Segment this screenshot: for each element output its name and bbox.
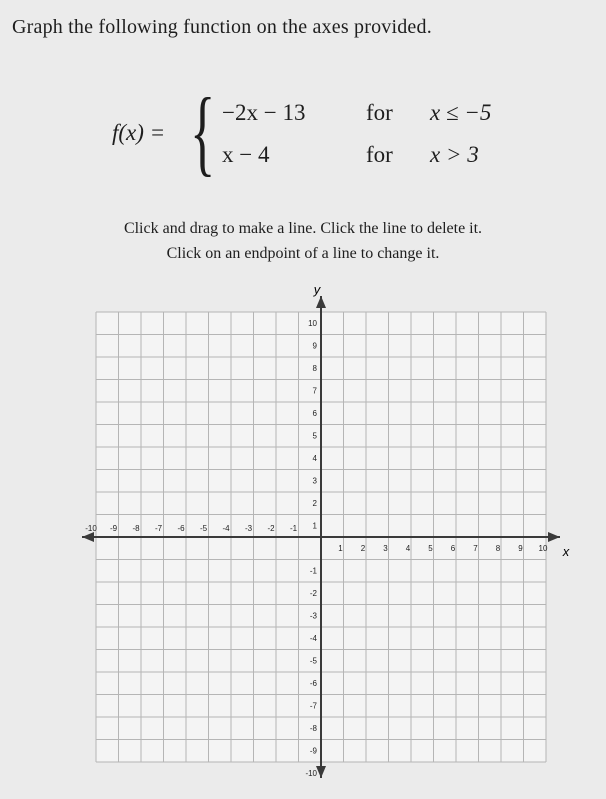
- y-tick-label: 7: [312, 386, 317, 396]
- x-tick-label: -5: [199, 524, 208, 533]
- y-tick-label: -8: [309, 724, 317, 733]
- piece-2-condition: x > 3: [430, 142, 479, 167]
- x-tick-label: 9: [518, 544, 523, 553]
- piece-1-for: for: [366, 100, 393, 125]
- x-tick-label: 6: [450, 544, 456, 553]
- piecewise-brace: {: [190, 78, 216, 185]
- y-tick-label: -7: [309, 701, 317, 711]
- x-tick-label: -8: [132, 524, 140, 533]
- y-tick-label: 8: [312, 364, 317, 373]
- prompt-text: Graph the following function on the axes provided.: [12, 16, 432, 38]
- y-tick-label: 5: [312, 431, 317, 441]
- y-tick-label: 2: [312, 499, 317, 508]
- instruction-line-2: Click on an endpoint of a line to change it.: [166, 245, 440, 262]
- y-tick-label: -2: [309, 589, 317, 598]
- y-tick-label: 9: [312, 341, 317, 351]
- y-tick-label: -4: [309, 634, 317, 643]
- y-tick-label: 4: [312, 454, 317, 463]
- y-tick-label: -3: [309, 611, 317, 621]
- x-tick-label: 10: [538, 544, 548, 553]
- piece-1-condition: x ≤ −5: [430, 100, 492, 125]
- y-tick-label: -1: [309, 566, 317, 576]
- x-tick-label: -10: [85, 524, 97, 533]
- y-axis-label: y: [313, 282, 321, 297]
- y-axis-down-arrow-icon: [316, 766, 326, 778]
- x-tick-label: 5: [428, 544, 433, 553]
- x-tick-label: 4: [405, 544, 411, 553]
- y-tick-label: 3: [312, 476, 317, 486]
- x-tick-label: 7: [473, 544, 478, 553]
- x-tick-label: 3: [383, 544, 388, 553]
- x-tick-label: -2: [267, 524, 275, 533]
- function-name: f(x) =: [112, 120, 166, 145]
- y-tick-label: -5: [309, 656, 317, 666]
- y-tick-label: 10: [308, 319, 317, 328]
- y-tick-label: 1: [312, 521, 317, 531]
- piece-2-for: for: [366, 142, 393, 167]
- x-axis-right-arrow-icon: [548, 532, 560, 542]
- x-axis-left-arrow-icon: [82, 532, 94, 542]
- x-tick-label: -9: [109, 524, 118, 533]
- x-tick-label: -1: [289, 524, 298, 533]
- x-tick-label: -3: [244, 524, 253, 533]
- piece-1-expression: −2x − 13: [222, 100, 306, 125]
- y-tick-label: -6: [309, 679, 317, 688]
- y-axis-up-arrow-icon: [316, 296, 326, 308]
- instruction-line-1: Click and drag to make a line. Click the line to delete it.: [123, 220, 483, 237]
- y-tick-label: 6: [312, 409, 317, 418]
- x-tick-label: 2: [360, 544, 366, 553]
- x-tick-label: -4: [222, 524, 230, 533]
- piece-2-expression: x − 4: [222, 142, 270, 167]
- x-tick-label: -7: [154, 524, 163, 533]
- x-axis-label: x: [562, 544, 570, 559]
- x-tick-label: 8: [495, 544, 501, 553]
- y-tick-label: -9: [309, 746, 317, 756]
- y-tick-label: -10: [305, 769, 317, 778]
- x-tick-label: -6: [177, 524, 185, 533]
- x-tick-label: 1: [338, 544, 343, 553]
